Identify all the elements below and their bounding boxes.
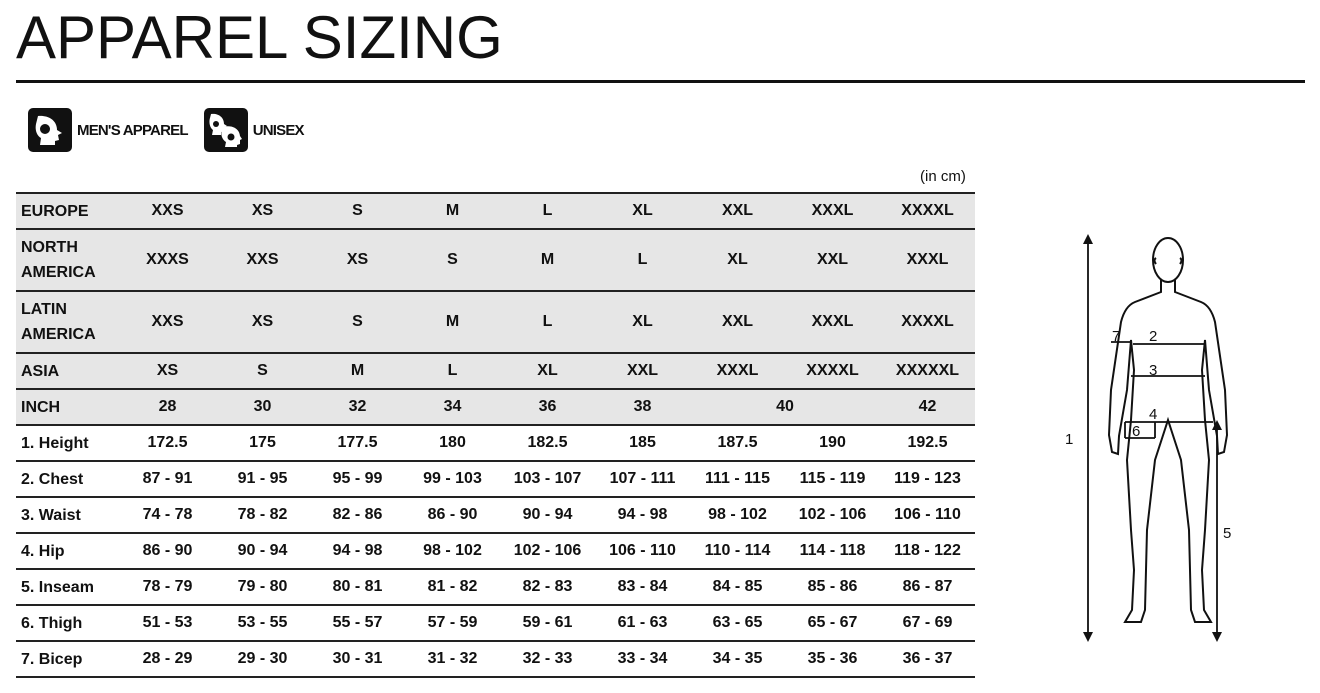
- table-cell: 79 - 80: [215, 569, 310, 605]
- table-cell: 95 - 99: [310, 461, 405, 497]
- table-cell: 29 - 30: [215, 641, 310, 677]
- row-label: 6. Thigh: [16, 605, 120, 641]
- mens-apparel-icon: [28, 108, 72, 152]
- table-row-asia: [16, 353, 975, 389]
- table-cell: XS: [215, 193, 310, 229]
- table-cell: XXS: [215, 229, 310, 291]
- table-row-europe: [16, 193, 975, 229]
- legend-label-unisex: UNISEX: [252, 121, 304, 139]
- table-cell: XL: [595, 291, 690, 353]
- table-cell: M: [500, 229, 595, 291]
- table-row-height: [16, 425, 975, 461]
- size-chart-table: [16, 192, 975, 678]
- table-cell: 91 - 95: [215, 461, 310, 497]
- table-cell: 36: [500, 389, 595, 425]
- table-cell: XXXL: [785, 193, 880, 229]
- table-row-bicep: [16, 641, 975, 677]
- table-cell: XS: [310, 229, 405, 291]
- table-cell: 28: [120, 389, 215, 425]
- table-cell: 110 - 114: [690, 533, 785, 569]
- row-label: 4. Hip: [16, 533, 120, 569]
- row-label: LATIN AMERICA: [16, 291, 120, 353]
- table-cell: 192.5: [880, 425, 975, 461]
- table-cell: XXL: [690, 193, 785, 229]
- table-cell: XS: [120, 353, 215, 389]
- table-cell: 94 - 98: [310, 533, 405, 569]
- table-cell: 177.5: [310, 425, 405, 461]
- table-cell: 90 - 94: [215, 533, 310, 569]
- table-row-thigh: [16, 605, 975, 641]
- table-cell: 31 - 32: [405, 641, 500, 677]
- table-cell: 119 - 123: [880, 461, 975, 497]
- table-cell: M: [310, 353, 405, 389]
- table-cell: 98 - 102: [690, 497, 785, 533]
- row-label: 5. Inseam: [16, 569, 120, 605]
- table-cell: XL: [500, 353, 595, 389]
- table-cell: 32 - 33: [500, 641, 595, 677]
- table-cell: 84 - 85: [690, 569, 785, 605]
- table-cell: 82 - 86: [310, 497, 405, 533]
- table-cell: L: [405, 353, 500, 389]
- row-label: 2. Chest: [16, 461, 120, 497]
- table-cell: 87 - 91: [120, 461, 215, 497]
- table-row-waist: [16, 497, 975, 533]
- table-row-inch: [16, 389, 975, 425]
- table-row-hip: [16, 533, 975, 569]
- table-cell: 63 - 65: [690, 605, 785, 641]
- table-row-latin-america: [16, 291, 975, 353]
- body-outline: [1109, 238, 1227, 622]
- table-cell: L: [500, 193, 595, 229]
- table-cell: 55 - 57: [310, 605, 405, 641]
- marker-7: 7: [1112, 328, 1121, 345]
- marker-5: 5: [1223, 525, 1232, 542]
- table-cell: XXXL: [690, 353, 785, 389]
- table-cell: XXXXL: [785, 353, 880, 389]
- body-measurement-figure: [1055, 230, 1255, 655]
- marker-2: 2: [1149, 328, 1158, 345]
- legend-label-mens: MEN'S APPAREL: [77, 121, 188, 139]
- table-cell: 65 - 67: [785, 605, 880, 641]
- table-cell: 103 - 107: [500, 461, 595, 497]
- table-cell: XS: [215, 291, 310, 353]
- row-label: INCH: [16, 389, 120, 425]
- table-cell: 57 - 59: [405, 605, 500, 641]
- table-cell: S: [215, 353, 310, 389]
- unit-note: (in cm): [920, 168, 966, 185]
- table-cell: 34: [405, 389, 500, 425]
- table-cell: XL: [595, 193, 690, 229]
- table-cell: 190: [785, 425, 880, 461]
- row-label: 7. Bicep: [16, 641, 120, 677]
- table-cell: XXL: [690, 291, 785, 353]
- table-cell: XXL: [595, 353, 690, 389]
- row-label: NORTH AMERICA: [16, 229, 120, 291]
- table-cell: 111 - 115: [690, 461, 785, 497]
- table-cell: 82 - 83: [500, 569, 595, 605]
- table-cell: 61 - 63: [595, 605, 690, 641]
- table-cell: 94 - 98: [595, 497, 690, 533]
- row-label: ASIA: [16, 353, 120, 389]
- table-cell: XXXL: [785, 291, 880, 353]
- table-cell: 33 - 34: [595, 641, 690, 677]
- table-cell: 175: [215, 425, 310, 461]
- table-cell: XXXXL: [880, 193, 975, 229]
- row-label: 3. Waist: [16, 497, 120, 533]
- marker-1: 1: [1065, 431, 1074, 448]
- table-cell: 106 - 110: [880, 497, 975, 533]
- table-cell: 99 - 103: [405, 461, 500, 497]
- table-cell: XXS: [120, 193, 215, 229]
- table-cell: 30 - 31: [310, 641, 405, 677]
- table-cell: 86 - 90: [405, 497, 500, 533]
- table-cell: 36 - 37: [880, 641, 975, 677]
- table-cell: 42: [880, 389, 975, 425]
- table-cell: 115 - 119: [785, 461, 880, 497]
- table-cell: 67 - 69: [880, 605, 975, 641]
- table-cell: 102 - 106: [785, 497, 880, 533]
- table-cell: 32: [310, 389, 405, 425]
- table-cell: XXL: [785, 229, 880, 291]
- table-cell: 86 - 87: [880, 569, 975, 605]
- table-cell: 81 - 82: [405, 569, 500, 605]
- table-cell: XL: [690, 229, 785, 291]
- table-row-chest: [16, 461, 975, 497]
- table-cell: S: [310, 291, 405, 353]
- table-cell: L: [595, 229, 690, 291]
- table-cell: 78 - 79: [120, 569, 215, 605]
- table-cell: 78 - 82: [215, 497, 310, 533]
- unisex-icon: [204, 108, 248, 152]
- table-cell: S: [310, 193, 405, 229]
- table-cell: 59 - 61: [500, 605, 595, 641]
- table-cell: 83 - 84: [595, 569, 690, 605]
- table-cell: XXXXXL: [880, 353, 975, 389]
- marker-6: 6: [1132, 423, 1141, 440]
- table-cell: 102 - 106: [500, 533, 595, 569]
- row-label: 1. Height: [16, 425, 120, 461]
- page-title: APPAREL SIZING: [16, 4, 503, 71]
- table-cell: M: [405, 193, 500, 229]
- table-cell: 118 - 122: [880, 533, 975, 569]
- table-cell: 114 - 118: [785, 533, 880, 569]
- table-cell: S: [405, 229, 500, 291]
- marker-4: 4: [1149, 406, 1158, 423]
- table-cell: 34 - 35: [690, 641, 785, 677]
- table-cell: 80 - 81: [310, 569, 405, 605]
- marker-3: 3: [1149, 362, 1158, 379]
- table-cell: 28 - 29: [120, 641, 215, 677]
- table-cell: 53 - 55: [215, 605, 310, 641]
- table-row-inseam: [16, 569, 975, 605]
- measurement-guides: [1088, 240, 1217, 636]
- table-row-north-america: [16, 229, 975, 291]
- table-cell: 185: [595, 425, 690, 461]
- table-cell: 172.5: [120, 425, 215, 461]
- table-cell: 182.5: [500, 425, 595, 461]
- table-cell: 85 - 86: [785, 569, 880, 605]
- row-label: EUROPE: [16, 193, 120, 229]
- table-cell: XXXL: [880, 229, 975, 291]
- table-cell: 51 - 53: [120, 605, 215, 641]
- table-cell: 86 - 90: [120, 533, 215, 569]
- table-cell: L: [500, 291, 595, 353]
- table-cell: 106 - 110: [595, 533, 690, 569]
- table-cell: 180: [405, 425, 500, 461]
- table-cell: 107 - 111: [595, 461, 690, 497]
- table-cell: XXS: [120, 291, 215, 353]
- table-cell: XXXS: [120, 229, 215, 291]
- title-divider: [16, 80, 1305, 83]
- table-cell: 98 - 102: [405, 533, 500, 569]
- table-cell: 187.5: [690, 425, 785, 461]
- table-cell: 30: [215, 389, 310, 425]
- table-cell: 38: [595, 389, 690, 425]
- table-cell: 40: [690, 389, 880, 425]
- table-cell: 35 - 36: [785, 641, 880, 677]
- table-cell: 90 - 94: [500, 497, 595, 533]
- table-cell: M: [405, 291, 500, 353]
- table-cell: XXXXL: [880, 291, 975, 353]
- table-cell: 74 - 78: [120, 497, 215, 533]
- legend: [28, 108, 320, 152]
